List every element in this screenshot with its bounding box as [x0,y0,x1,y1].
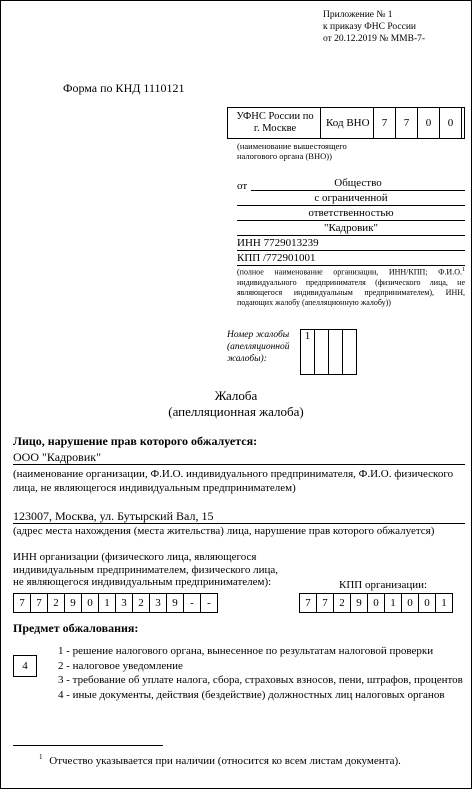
footnote-text: Отчество указывается при наличии (относится ко всем листам документа). [49,754,401,767]
person-heading: Лицо, нарушение прав которого обжалуется: [13,434,258,448]
inn-label-line-1: ИНН организации (физического лица, являющегося [13,551,257,563]
inn-cell[interactable]: 7 [14,594,31,613]
tax-office-box [227,107,465,139]
footnote-ref-mark: 1 [462,267,465,273]
complaint-number-cell[interactable] [315,330,329,375]
tax-office-name [232,111,318,135]
inn-cell[interactable]: 1 [99,594,116,613]
code-vno-cell[interactable]: 7 [374,108,396,139]
appendix-header [323,9,468,45]
person-address-caption: (адрес места нахождения (места жительства) лица, нарушение прав которого обжалуется) [13,525,435,537]
appendix-line-3: от 20.12.2019 № ММВ-7- [323,34,426,44]
org-line-2: с ограниченной [237,192,465,206]
kpp-label: КПП организации: [339,579,428,591]
inn-cell[interactable]: 0 [82,594,99,613]
org-line-4: "Кадровик" [237,222,465,236]
appendix-line-1: Приложение № 1 [323,10,393,20]
footnote-mark: 1 [39,753,43,761]
from-label: от [237,180,248,192]
subject-option-4: 4 - иные документы, действия (бездействие) должностных лиц налоговых органов [58,688,445,701]
tax-office-name-line-1: УФНС России по [236,111,314,122]
subject-code-cell[interactable]: 4 [14,656,37,677]
inn-cell[interactable]: 3 [116,594,133,613]
divider [320,108,321,138]
kpp-cell[interactable]: 1 [385,594,402,613]
code-vno-cells [373,107,462,139]
kpp-cell[interactable]: 9 [351,594,368,613]
subject-option-1: 1 - решение налогового органа, вынесенное по результатам налоговой проверки [58,645,434,657]
code-vno-cell[interactable]: 0 [418,108,440,139]
kpp-cell[interactable]: 7 [317,594,334,613]
inn-cell[interactable]: 2 [48,594,65,613]
kpp-cell[interactable]: 2 [334,594,351,613]
person-inn-label [13,551,303,589]
code-vno-cell[interactable]: 0 [440,108,462,139]
from-caption-part-2: индивидуального предпринимателя (физического лица, не являющегося индивидуальным предпринимателем), ИНН, подающих жалобу (апелляционную жалобу)) [237,277,465,307]
code-vno-cell[interactable]: 7 [396,108,418,139]
from-inn-line: ИНН 7729013239 [237,237,465,251]
appendix-line-2: к приказу ФНС России [323,22,416,32]
inn-label-line-2: индивидуальным предпринимателем, физического лица, [13,563,279,576]
kpp-cell[interactable]: 0 [419,594,436,613]
footnote-divider [13,745,163,746]
from-caption [237,265,465,308]
tax-office-caption: (наименование вышестоящего налогового органа (ВНО)) [237,141,347,161]
complaint-number-cells [300,329,357,375]
complaint-number-cell[interactable] [343,330,357,375]
kpp-cell[interactable]: 0 [402,594,419,613]
tax-office-name-line-2: г. Москве [253,123,297,134]
inn-cell[interactable]: 2 [133,594,150,613]
complaint-number-label: Номер жалобы (апелляционной жалобы): [227,330,290,364]
inn-cell[interactable]: 3 [150,594,167,613]
form-code: Форма по КНД 1110121 [63,81,185,95]
title-line-1: Жалоба [214,388,258,403]
code-vno-label: Код ВНО [326,117,370,129]
person-address-field[interactable]: 123007, Москва, ул. Бутырский Вал, 15 [13,509,465,524]
kpp-cell[interactable]: 1 [436,594,453,613]
subject-heading: Предмет обжалования: [13,621,139,635]
footnote [39,751,469,768]
person-name-field[interactable]: ООО "Кадровик" [13,450,465,465]
inn-cell[interactable]: 9 [167,594,184,613]
complaint-number-cell[interactable] [329,330,343,375]
subject-option-3: 3 - требование об уплате налога, сбора, страховых взносов, пени, штрафов, процентов [58,674,463,686]
from-kpp-line: КПП /772901001 [237,252,465,266]
kpp-cell[interactable]: 7 [300,594,317,613]
subject-options [58,644,468,702]
subject-option-2: 2 - налоговое уведомление [58,659,183,672]
subject-selected-cell [13,655,37,677]
inn-cell[interactable]: 7 [31,594,48,613]
inn-label-line-3: не являющегося индивидуальным предпринимателем): [13,576,272,588]
inn-cell[interactable]: - [201,594,218,613]
org-line-1: Общество [251,177,465,191]
kpp-cell[interactable]: 0 [368,594,385,613]
inn-cell[interactable]: - [184,594,201,613]
person-kpp-cells [299,593,453,613]
title-line-2: (апелляционная жалоба) [168,404,304,419]
person-name-caption: (наименование организации, Ф.И.О. индивидуального предпринимателя, Ф.И.О. физического лица, не являющегося индивидуальным предпринимателем) [13,468,454,494]
inn-cell[interactable]: 9 [65,594,82,613]
document-title [1,388,471,420]
person-inn-cells [13,593,218,613]
from-caption-part-1: (полное наименование организации, ИНН/КПП; Ф.И.О. [237,267,462,277]
complaint-number-cell[interactable]: 1 [301,330,315,375]
org-line-3: ответственностью [237,207,465,221]
